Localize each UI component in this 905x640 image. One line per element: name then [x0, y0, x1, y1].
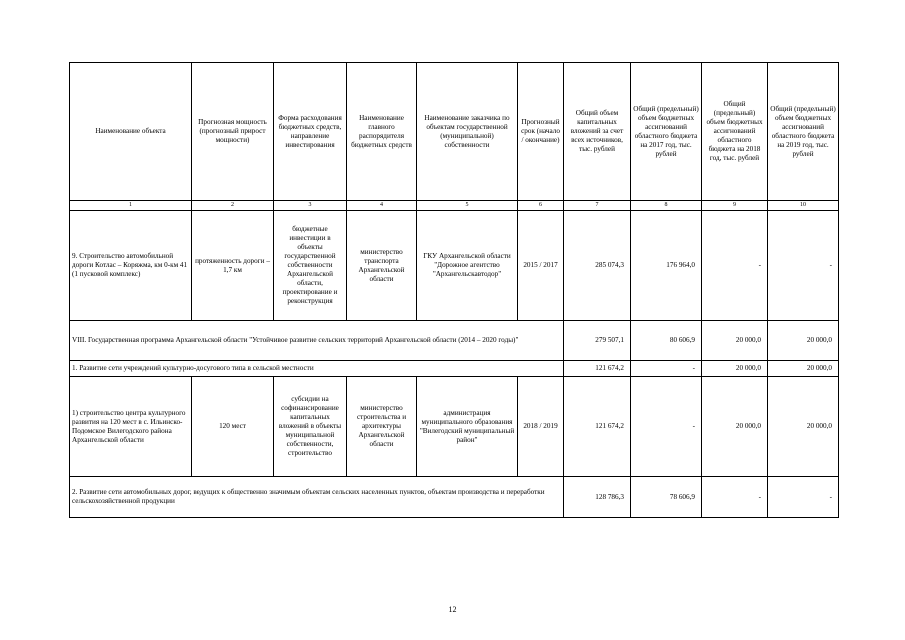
page-number: 12 [448, 605, 457, 614]
section-name: 2. Развитие сети автомобильных дорог, ведущих к общественно значимым объектам сельских населенных пунктов, объектам производства и переработки сельскохозяйственной продукции [70, 477, 564, 518]
table-row [70, 321, 839, 361]
y2019-cell: 20 000,0 [768, 361, 839, 377]
capacity-cell: 120 мест [192, 377, 274, 477]
y2017-cell: - [631, 361, 702, 377]
header-cell: Наименование объекта [70, 63, 192, 201]
y2019-cell: - [768, 477, 839, 518]
y2018-cell: 20 000,0 [702, 361, 768, 377]
total-cell: 279 507,1 [564, 321, 631, 361]
y2017-cell: 78 606,9 [631, 477, 702, 518]
header-cell: Общий объем капитальных вложений за счет всех источников, тыс. рублей [564, 63, 631, 201]
capacity-cell: протяженность дороги – 1,7 км [192, 211, 274, 321]
table-row [70, 361, 839, 377]
column-number: 6 [518, 201, 564, 211]
term-cell: 2018 / 2019 [518, 377, 564, 477]
column-number: 5 [417, 201, 518, 211]
y2017-cell: - [631, 377, 702, 477]
program-name: VIII. Государственная программа Архангельской области "Устойчивое развитие сельских территорий Архангельской области (2014 – 2020 годы)" [70, 321, 564, 361]
object-name: 9. Строительство автомобильной дороги Котлас – Коряжма, км 0-км 41 (1 пусковой комплекс) [70, 211, 192, 321]
section-name: 1. Развитие сети учреждений культурно-досугового типа в сельской местности [70, 361, 564, 377]
column-number: 1 [70, 201, 192, 211]
manager-cell: министерство транспорта Архангельской области [347, 211, 417, 321]
column-number: 7 [564, 201, 631, 211]
column-number: 9 [702, 201, 768, 211]
investment-table [69, 62, 839, 518]
column-number: 3 [274, 201, 347, 211]
customer-cell: ГКУ Архангельской области "Дорожное агентство "Архангельскавтодор" [417, 211, 518, 321]
y2019-cell: - [768, 211, 839, 321]
y2017-cell: 80 606,9 [631, 321, 702, 361]
column-number: 10 [768, 201, 839, 211]
y2017-cell: 176 964,0 [631, 211, 702, 321]
total-cell: 128 786,3 [564, 477, 631, 518]
header-cell: Общий (предельный) объем бюджетных ассигнований областного бюджета на 2017 год, тыс. рублей [631, 63, 702, 201]
column-number: 8 [631, 201, 702, 211]
header-cell: Общий (предельный) объем бюджетных ассигнований областного бюджета на 2019 год, тыс. рублей [768, 63, 839, 201]
customer-cell: администрация муниципального образования "Вилегодский муниципальный район" [417, 377, 518, 477]
y2018-cell: 20 000,0 [702, 321, 768, 361]
total-cell: 285 074,3 [564, 211, 631, 321]
header-cell: Наименование заказчика по объектам государственной (муниципальной) собственности [417, 63, 518, 201]
header-cell: Форма расходования бюджетных средств, направление инвестирования [274, 63, 347, 201]
table-row [70, 377, 839, 477]
term-cell: 2015 / 2017 [518, 211, 564, 321]
header-cell: Наименование главного распорядителя бюджетных средств [347, 63, 417, 201]
form-cell: субсидии на софинансирование капитальных вложений в объекты муниципальной собственности, строительство [274, 377, 347, 477]
manager-cell: министерство строительства и архитектуры Архангельской области [347, 377, 417, 477]
header-cell: Общий (предельный) объем бюджетных ассигнований областного бюджета на 2018 год, тыс. рублей [702, 63, 768, 201]
y2019-cell: 20 000,0 [768, 377, 839, 477]
column-number: 2 [192, 201, 274, 211]
y2018-cell: - [702, 477, 768, 518]
total-cell: 121 674,2 [564, 361, 631, 377]
header-cell: Прогнозная мощность (прогнозный прирост мощности) [192, 63, 274, 201]
header-cell: Прогнозный срок (начало / окончание) [518, 63, 564, 201]
y2018-cell: - [702, 211, 768, 321]
object-name: 1) строительство центра культурного развития на 120 мест в с. Ильинско-Подомское Вилегодского района Архангельской области [70, 377, 192, 477]
total-cell: 121 674,2 [564, 377, 631, 477]
table-row [70, 211, 839, 321]
header-row [70, 63, 839, 201]
y2018-cell: 20 000,0 [702, 377, 768, 477]
table-row [70, 477, 839, 518]
form-cell: бюджетные инвестиции в объекты государственной собственности Архангельской области, проектирование и реконструкция [274, 211, 347, 321]
y2019-cell: 20 000,0 [768, 321, 839, 361]
column-number-row [70, 201, 839, 211]
column-number: 4 [347, 201, 417, 211]
